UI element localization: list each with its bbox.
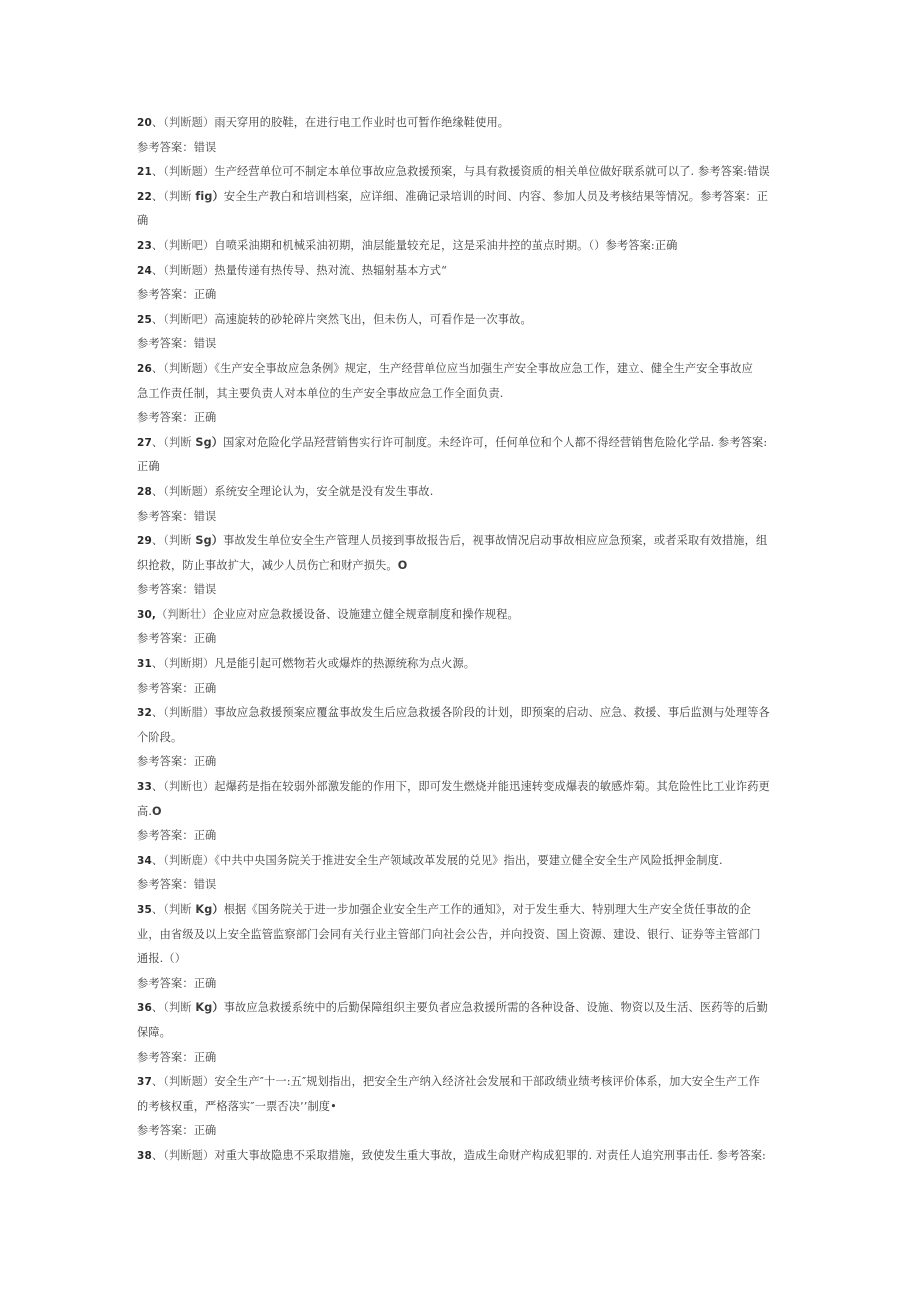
question-number: 38 <box>137 1149 152 1162</box>
reference-answer: 参考答案：正确 <box>137 681 217 695</box>
question-number: 25 <box>137 313 152 326</box>
question-text-continued: 急工作责任制，其主要负责人对本单位的生产安全事故应急工作全面负责. <box>137 386 504 400</box>
reference-answer: 参考答案：错误 <box>137 878 217 892</box>
question-text: 系统安全理论认为，安全就是没有发生事故. <box>214 484 434 498</box>
answer-line <box>137 406 784 431</box>
question-separator: 、 <box>151 238 164 252</box>
question-text-continued: 高. <box>137 804 153 818</box>
question-text: 对重大事故隐患不采取措施，致使发生重大事故，造成生命财产构成犯罪的. 对责任人追究刑事击任. 参考答案: <box>214 1148 766 1162</box>
question-text: 高速旋转的砂轮碎片突然飞出，但未伤人，可看作是一次事故。 <box>214 312 532 326</box>
question-separator: 、 <box>151 361 164 375</box>
reference-answer: 参考答案：正确 <box>137 288 217 302</box>
question-separator: 、 <box>151 165 164 179</box>
question-tail-mark: O <box>152 804 162 818</box>
question-line <box>137 308 784 333</box>
question-continuation <box>137 726 784 751</box>
reference-answer: 参考答案：错误 <box>137 337 217 351</box>
question-type-tag: Sg） <box>195 534 224 548</box>
reference-answer: 参考答案：错误 <box>137 140 217 154</box>
question-number: 29 <box>137 535 152 548</box>
question-continuation <box>137 800 784 825</box>
reference-answer: 参考答案：错误 <box>137 509 217 523</box>
question-number: 24 <box>137 264 152 277</box>
reference-answer: 参考答案：错误 <box>137 583 217 597</box>
question-continuation <box>137 455 784 480</box>
reference-answer: 参考答案：正确 <box>137 1050 217 1064</box>
question-text: 安全生产″十一:五″规划指出，把安全生产纳入经济社会发展和干部政绩业绩考核评价体系，加大安全生产工作 <box>214 1075 760 1089</box>
question-type: （判断壮） <box>156 607 213 621</box>
question-text: 根据《国务院关于进一步加强企业安全生产工作的通知》，对于发生垂大、特别理大生产安全货任事故的企 <box>223 903 751 916</box>
question-number: 35 <box>137 904 152 916</box>
question-text: 热量传递有热传导、热对流、热辐射基本方式“ <box>214 263 447 277</box>
question-separator: 、 <box>151 657 164 671</box>
question-type-tag: fig） <box>195 189 224 203</box>
question-text: 事故应急救援预案应覆盆事故发生后应急救援各阶段的计划，即预案的启动、应急、救援、事后监测与处理等各 <box>214 706 770 720</box>
answer-line <box>137 578 784 603</box>
reference-answer: 参考答案：正确 <box>137 411 217 425</box>
question-line <box>137 1070 784 1095</box>
question-text: 起爆药是指在较弱外部激发能的作用下，即可发生燃烧并能迅速转变成爆表的敏感炸菊。其危险性比工业诈药更 <box>214 780 770 794</box>
question-line <box>137 775 784 800</box>
answer-line <box>137 332 784 357</box>
answer-line <box>137 627 784 652</box>
reference-answer: 参考答案：正确 <box>137 632 217 646</box>
question-number: 33 <box>137 781 152 794</box>
question-number: 20 <box>137 117 152 129</box>
question-type: （判断 <box>163 903 196 916</box>
question-separator: 、 <box>151 1148 164 1162</box>
question-continuation <box>137 1095 784 1120</box>
question-type: （判断 <box>163 435 196 449</box>
question-line <box>137 431 784 456</box>
question-line <box>137 603 784 628</box>
question-separator: 、 <box>151 780 164 794</box>
question-number: 31 <box>137 658 152 671</box>
question-text: 《生产安全事故应急条例》规定，生产经营单位应当加强生产安全事故应急工作，建立、健全生产安全事故应 <box>214 361 753 375</box>
reference-answer: 参考答案：正确 <box>137 755 217 769</box>
question-number: 36 <box>137 1002 152 1015</box>
question-line <box>137 898 784 923</box>
question-continuation <box>137 554 784 579</box>
question-line <box>137 996 784 1021</box>
question-line <box>137 701 784 726</box>
answer-line <box>137 972 784 997</box>
question-type: （判断期） <box>163 657 215 671</box>
question-type: （判断 <box>163 1001 196 1015</box>
answer-line <box>137 677 784 702</box>
answer-line <box>137 283 784 308</box>
answer-line <box>137 1119 784 1144</box>
answer-line <box>137 750 784 775</box>
question-type: （判断题） <box>163 1148 215 1162</box>
document-page <box>137 111 784 1169</box>
question-text-continued: 确 <box>137 214 149 228</box>
answer-line <box>137 505 784 530</box>
question-text: 事故发生单位安全生产管理人员接到事故报告后，视事故情况启动事故相应应急预案，或者采取有效措施，组 <box>223 534 768 548</box>
question-type: （判断也） <box>163 780 215 794</box>
question-continuation <box>137 209 784 234</box>
question-text: 《中共中央国务院关于推进安全生产领域改革发展的兑见》指出，要建立健全安全生产风险抵押金制度. <box>214 853 723 867</box>
question-number: 27 <box>137 436 152 449</box>
question-line <box>137 849 784 874</box>
question-separator: 、 <box>151 534 164 548</box>
question-text-continued: 业，由省级及以上安全监管监察部门会同有关行业主管部门向社会公告，并向投资、国上资源、建设、银行、证券等主管部门 <box>137 927 761 941</box>
question-number: 21 <box>137 166 152 179</box>
question-type-tag: Sg） <box>195 435 224 449</box>
answer-line <box>137 136 784 161</box>
question-type-tag: Kg） <box>195 903 224 916</box>
question-text-continued: 保障。 <box>137 1025 172 1039</box>
answer-line <box>137 873 784 898</box>
answer-line <box>137 1046 784 1071</box>
reference-answer: 参考答案：正确 <box>137 1124 217 1138</box>
question-separator: 、 <box>151 189 164 203</box>
question-separator: 、 <box>151 1001 164 1015</box>
question-line <box>137 1144 784 1169</box>
question-type: （判断腊） <box>163 706 215 720</box>
question-type: （判断题） <box>163 165 215 179</box>
question-number: 37 <box>137 1076 152 1089</box>
question-text: 事故应急救援系统中的后勤保障组织主要负者应急救援所需的各种设备、设施、物资以及生活、医药等的后勤 <box>223 1001 768 1015</box>
question-type: （判断题） <box>163 1075 215 1089</box>
question-type: （判断题） <box>163 361 215 375</box>
question-line <box>137 160 784 185</box>
question-text: 雨天穿用的胶鞋，在进行电工作业时也可暂作绝缘鞋使用。 <box>214 116 510 129</box>
question-text: 安全生产教白和培训档案，应详细、准确记录培训的时间、内容、参加人员及考核结果等情况。参考答案：正 <box>223 189 769 203</box>
question-type: （判断题） <box>163 484 215 498</box>
question-text: 自喷采油期和机械采油初期，油层能量较充足，这是采油井控的茧点时期。（）参考答案:正确 <box>214 238 678 252</box>
question-line <box>137 529 784 554</box>
question-separator: 、 <box>151 1075 164 1089</box>
question-separator: 、 <box>151 435 164 449</box>
question-number: 28 <box>137 485 152 498</box>
question-type: （判断鹿） <box>163 853 215 867</box>
question-continuation <box>137 382 784 407</box>
question-line <box>137 234 784 259</box>
question-text-continued: 个阶段。 <box>137 730 183 744</box>
question-number: 23 <box>137 239 152 252</box>
question-continuation <box>137 947 784 972</box>
reference-answer: 参考答案：正确 <box>137 829 217 843</box>
question-number: 32 <box>137 707 152 720</box>
question-line <box>137 111 784 136</box>
question-line <box>137 185 784 210</box>
question-text: 生产经营单位可不制定本单位事故应急救援预案，与具有救援资质的相关单位做好联系就可以了. 参考答案:错误 <box>214 165 770 179</box>
question-type: （判断题） <box>163 263 215 277</box>
question-tail-mark: O <box>397 558 408 572</box>
question-text-continued: 织抢救，防止事故扩大，减少人员伤亡和财产损失。 <box>137 558 398 572</box>
question-number: 34 <box>137 854 152 867</box>
question-separator: 、 <box>151 116 164 129</box>
question-number: 22 <box>137 190 152 203</box>
reference-answer: 参考答案：正确 <box>137 976 217 990</box>
question-text: 凡是能引起可燃物若火或爆炸的热源统称为点火源。 <box>214 657 476 671</box>
question-type: （判断吧） <box>163 238 215 252</box>
question-type: （判断吧） <box>163 312 215 326</box>
question-line <box>137 357 784 382</box>
answer-line <box>137 824 784 849</box>
question-separator: 、 <box>151 312 164 326</box>
question-type: （判断 <box>163 534 196 548</box>
question-continuation <box>137 923 784 948</box>
question-line <box>137 259 784 284</box>
question-text-continued: 通报.（） <box>137 952 187 966</box>
question-continuation <box>137 1021 784 1046</box>
question-number: 30, <box>137 608 157 621</box>
question-type: （判断 <box>163 189 196 203</box>
question-number: 26 <box>137 362 152 375</box>
question-text: 国家对危险化学品羟营销售实行许可制度。未经许可，任何单位和个人都不得经营销售危险化学品. 参考答案: <box>223 435 768 449</box>
question-separator: 、 <box>151 853 164 867</box>
question-separator: 、 <box>151 263 164 277</box>
question-text-continued: 正确 <box>137 460 160 474</box>
question-separator: 、 <box>151 706 164 720</box>
question-text: 企业应对应急救援设备、设施建立健全规章制度和操作规程。 <box>212 607 519 621</box>
question-separator: 、 <box>151 903 164 916</box>
question-type: （判断题） <box>163 116 215 129</box>
question-separator: 、 <box>151 484 164 498</box>
question-text-continued: 的考核权重，严格落实″一票否决’’制度• <box>137 1099 337 1113</box>
question-line <box>137 480 784 505</box>
question-type-tag: Kg） <box>195 1001 224 1015</box>
question-line <box>137 652 784 677</box>
